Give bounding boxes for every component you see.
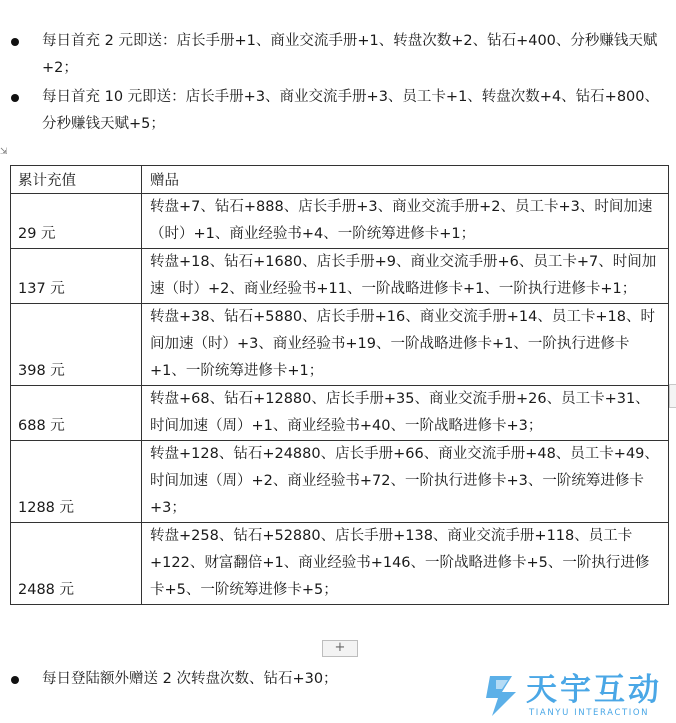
amount-cell: 1288 元 — [11, 441, 142, 523]
bullet-dot-icon — [11, 676, 19, 684]
intro-bullet-list — [0, 28, 676, 138]
logo-name-cn: 天宇互动 — [526, 672, 662, 708]
gift-table — [10, 165, 669, 605]
amount-cell: 29 元 — [11, 194, 142, 249]
add-row-button[interactable]: + — [322, 640, 358, 657]
bullet-text: 每日登陆额外赠送 2 次转盘次数、钻石+30； — [42, 671, 338, 687]
logo-name-en: TIANYU INTERACTION — [529, 708, 650, 718]
table-row — [11, 386, 669, 441]
header-gifts: 赠品 — [142, 166, 669, 194]
amount-cell: 2488 元 — [11, 523, 142, 605]
table-row — [11, 441, 669, 523]
gifts-cell: 转盘+68、钻石+12880、店长手册+35、商业交流手册+26、员工卡+31、时间加速（周）+1、商业经验书+40、一阶战略进修卡+3； — [142, 386, 669, 441]
bullet-text: 每日首充 2 元即送：店长手册+1、商业交流手册+1、转盘次数+2、钻石+400、分秒赚钱天赋+2； — [42, 33, 658, 76]
amount-cell: 688 元 — [11, 386, 142, 441]
gifts-cell: 转盘+18、钻石+1680、店长手册+9、商业交流手册+6、员工卡+7、时间加速（时）+2、商业经验书+11、一阶战略进修卡+1、一阶执行进修卡+1； — [142, 249, 669, 304]
scroll-handle[interactable] — [669, 384, 676, 408]
table-row — [11, 523, 669, 605]
gifts-cell: 转盘+7、钻石+888、店长手册+3、商业交流手册+2、员工卡+3、时间加速（时）+1、商业经验书+4、一阶统筹进修卡+1； — [142, 194, 669, 249]
gifts-cell: 转盘+128、钻石+24880、店长手册+66、商业交流手册+48、员工卡+49、时间加速（周）+2、商业经验书+72、一阶执行进修卡+3、一阶统筹进修卡+3； — [142, 441, 669, 523]
table-row — [11, 249, 669, 304]
list-item — [0, 28, 676, 82]
gifts-cell: 转盘+38、钻石+5880、店长手册+16、商业交流手册+14、员工卡+18、时间加速（时）+3、商业经验书+19、一阶战略进修卡+1、一阶执行进修卡+1、一阶统筹进修卡+1； — [142, 304, 669, 386]
bullet-dot-icon — [11, 94, 19, 102]
amount-cell: 137 元 — [11, 249, 142, 304]
header-cumulative-recharge: 累计充值 — [11, 166, 142, 194]
gifts-cell: 转盘+258、钻石+52880、店长手册+138、商业交流手册+118、员工卡+122、财富翻倍+1、商业经验书+146、一阶战略进修卡+5、一阶执行进修卡+5、一阶统筹进修卡+5； — [142, 523, 669, 605]
table-row — [11, 304, 669, 386]
bullet-text: 每日首充 10 元即送：店长手册+3、商业交流手册+3、员工卡+1、转盘次数+4、钻石+800、分秒赚钱天赋+5； — [42, 89, 659, 132]
bullet-dot-icon — [11, 38, 19, 46]
tianyu-logo-mark-icon — [482, 672, 522, 718]
table-move-handle-icon[interactable]: ⇲ — [0, 147, 8, 157]
amount-cell: 398 元 — [11, 304, 142, 386]
table-header-row — [11, 166, 669, 194]
table-row — [11, 194, 669, 249]
tianyu-logo — [482, 672, 672, 722]
list-item — [0, 84, 676, 138]
